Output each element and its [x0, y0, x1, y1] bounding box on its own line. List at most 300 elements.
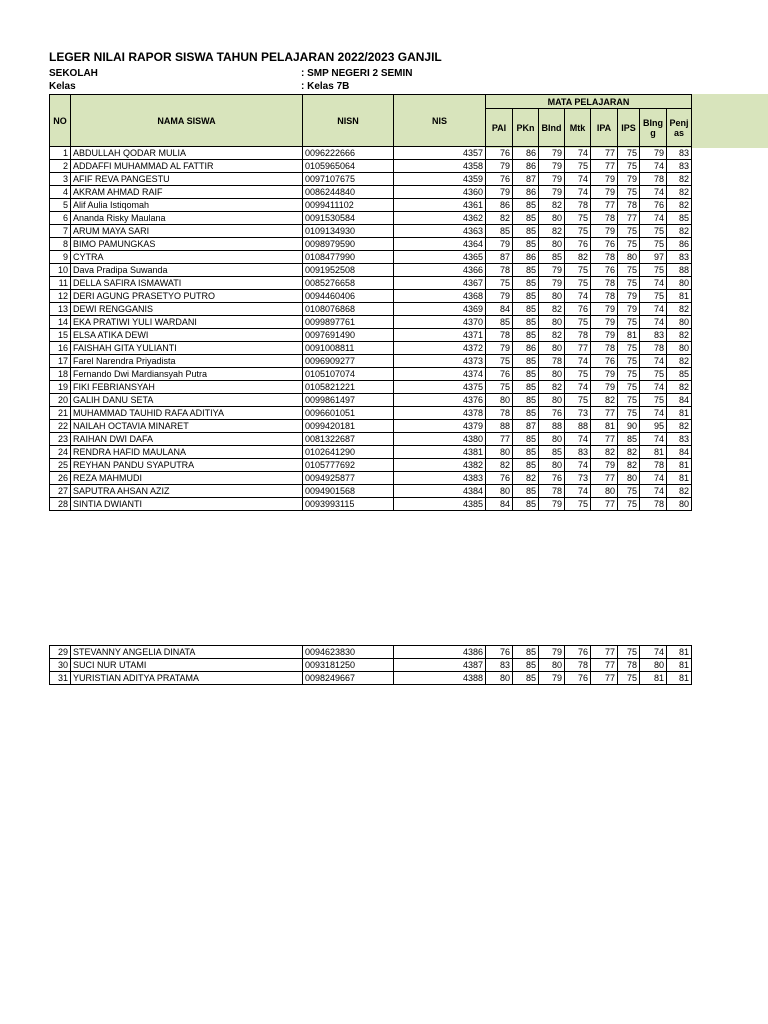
cell-grade: 77 — [591, 199, 618, 212]
cell-grade: 75 — [486, 381, 513, 394]
cell-grade: 80 — [539, 659, 565, 672]
header-no: NO — [50, 95, 71, 147]
cell-grade: 79 — [539, 672, 565, 685]
cell-grade: 74 — [640, 433, 667, 446]
cell-grade: 75 — [640, 264, 667, 277]
cell-grade: 87 — [513, 420, 539, 433]
cell-grade: 80 — [539, 342, 565, 355]
cell-grade: 79 — [486, 290, 513, 303]
cell-grade: 79 — [591, 381, 618, 394]
cell-grade: 81 — [667, 407, 692, 420]
cell-nisn: 0108477990 — [303, 251, 394, 264]
cell-grade: 76 — [565, 238, 591, 251]
cell-nisn: 0081322687 — [303, 433, 394, 446]
cell-grade: 85 — [513, 407, 539, 420]
cell-grade: 85 — [513, 303, 539, 316]
cell-grade: 75 — [640, 368, 667, 381]
cell-nisn: 0099411102 — [303, 199, 394, 212]
cell-grade: 74 — [565, 485, 591, 498]
cell-grade: 85 — [539, 446, 565, 459]
cell-grade: 88 — [565, 420, 591, 433]
cell-nisn: 0096222666 — [303, 147, 394, 160]
cell-grade: 78 — [591, 212, 618, 225]
cell-nis: 4372 — [394, 342, 486, 355]
cell-grade: 77 — [565, 342, 591, 355]
cell-grade: 81 — [667, 659, 692, 672]
table-row — [50, 277, 692, 290]
cell-nama: DEWI RENGGANIS — [71, 303, 303, 316]
cell-grade: 86 — [513, 147, 539, 160]
cell-grade: 74 — [640, 407, 667, 420]
cell-grade: 75 — [618, 316, 640, 329]
header-nis: NIS — [394, 95, 486, 147]
cell-grade: 79 — [539, 264, 565, 277]
cell-grade: 85 — [513, 264, 539, 277]
header-subject: PKn — [513, 109, 539, 147]
cell-nisn: 0105821221 — [303, 381, 394, 394]
cell-nama: EKA PRATIWI YULI WARDANI — [71, 316, 303, 329]
cell-grade: 78 — [565, 199, 591, 212]
header-subject: IPA — [591, 109, 618, 147]
cell-nisn: 0091008811 — [303, 342, 394, 355]
cell-grade: 80 — [539, 212, 565, 225]
cell-grade: 84 — [667, 446, 692, 459]
cell-grade: 78 — [539, 355, 565, 368]
cell-nisn: 0093181250 — [303, 659, 394, 672]
table-row — [50, 238, 692, 251]
cell-nis: 4360 — [394, 186, 486, 199]
cell-grade: 80 — [591, 485, 618, 498]
cell-nis: 4359 — [394, 173, 486, 186]
cell-nisn: 0102641290 — [303, 446, 394, 459]
cell-nisn: 0096909277 — [303, 355, 394, 368]
cell-grade: 80 — [539, 290, 565, 303]
cell-grade: 75 — [640, 290, 667, 303]
cell-grade: 75 — [640, 394, 667, 407]
cell-grade: 79 — [591, 173, 618, 186]
cell-grade: 78 — [486, 264, 513, 277]
cell-nis: 4358 — [394, 160, 486, 173]
cell-grade: 79 — [591, 303, 618, 316]
cell-grade: 79 — [539, 646, 565, 659]
cell-grade: 85 — [513, 290, 539, 303]
cell-nis: 4388 — [394, 672, 486, 685]
cell-grade: 85 — [513, 659, 539, 672]
cell-nisn: 0097107675 — [303, 173, 394, 186]
cell-grade: 77 — [618, 212, 640, 225]
table-row — [50, 160, 692, 173]
cell-no: 13 — [50, 303, 71, 316]
cell-grade: 78 — [640, 173, 667, 186]
cell-grade: 85 — [513, 394, 539, 407]
cell-no: 23 — [50, 433, 71, 446]
cell-no: 24 — [50, 446, 71, 459]
table-row — [50, 251, 692, 264]
cell-grade: 82 — [539, 329, 565, 342]
cell-grade: 77 — [591, 147, 618, 160]
cell-nama: STEVANNY ANGELIA DINATA — [71, 646, 303, 659]
cell-grade: 78 — [618, 199, 640, 212]
cell-grade: 79 — [539, 173, 565, 186]
cell-grade: 80 — [618, 251, 640, 264]
cell-no: 14 — [50, 316, 71, 329]
cell-grade: 87 — [513, 173, 539, 186]
cell-grade: 79 — [591, 186, 618, 199]
cell-nisn: 0094623830 — [303, 646, 394, 659]
cell-grade: 85 — [486, 225, 513, 238]
document-title: LEGER NILAI RAPOR SISWA TAHUN PELAJARAN 2022/2023 GANJIL — [49, 50, 442, 64]
class-value: : Kelas 7B — [301, 81, 350, 92]
cell-grade: 80 — [486, 672, 513, 685]
cell-nisn: 0105777692 — [303, 459, 394, 472]
cell-no: 17 — [50, 355, 71, 368]
cell-grade: 74 — [565, 147, 591, 160]
table-row — [50, 186, 692, 199]
cell-grade: 97 — [640, 251, 667, 264]
cell-grade: 78 — [486, 407, 513, 420]
cell-nis: 4384 — [394, 485, 486, 498]
cell-grade: 82 — [667, 355, 692, 368]
table-row — [50, 368, 692, 381]
cell-grade: 86 — [513, 251, 539, 264]
cell-grade: 85 — [513, 212, 539, 225]
cell-grade: 85 — [513, 646, 539, 659]
cell-nis: 4367 — [394, 277, 486, 290]
cell-grade: 85 — [513, 277, 539, 290]
table-row — [50, 173, 692, 186]
cell-grade: 75 — [618, 186, 640, 199]
cell-grade: 79 — [539, 277, 565, 290]
cell-no: 31 — [50, 672, 71, 685]
cell-grade: 74 — [565, 290, 591, 303]
cell-nis: 4385 — [394, 498, 486, 511]
cell-nisn: 0099420181 — [303, 420, 394, 433]
cell-grade: 86 — [486, 199, 513, 212]
cell-grade: 78 — [591, 251, 618, 264]
cell-nis: 4386 — [394, 646, 486, 659]
cell-grade: 80 — [539, 316, 565, 329]
cell-grade: 78 — [486, 329, 513, 342]
cell-no: 28 — [50, 498, 71, 511]
cell-grade: 85 — [667, 212, 692, 225]
cell-grade: 81 — [618, 329, 640, 342]
cell-grade: 78 — [640, 498, 667, 511]
cell-grade: 80 — [539, 238, 565, 251]
cell-grade: 75 — [565, 394, 591, 407]
cell-nis: 4368 — [394, 290, 486, 303]
cell-grade: 82 — [667, 225, 692, 238]
cell-grade: 76 — [486, 147, 513, 160]
cell-nama: MUHAMMAD TAUHID RAFA ADITIYA — [71, 407, 303, 420]
cell-grade: 79 — [640, 147, 667, 160]
cell-grade: 77 — [591, 646, 618, 659]
cell-nama: RENDRA HAFID MAULANA — [71, 446, 303, 459]
class-row — [49, 81, 350, 92]
cell-grade: 77 — [591, 498, 618, 511]
cell-nis: 4376 — [394, 394, 486, 407]
cell-nisn: 0109134930 — [303, 225, 394, 238]
cell-grade: 78 — [591, 290, 618, 303]
table-row — [50, 646, 692, 659]
cell-no: 11 — [50, 277, 71, 290]
table-row — [50, 446, 692, 459]
cell-grade: 87 — [486, 251, 513, 264]
cell-grade: 86 — [667, 238, 692, 251]
cell-grade: 75 — [618, 147, 640, 160]
cell-no: 4 — [50, 186, 71, 199]
cell-nama: FAISHAH GITA YULIANTI — [71, 342, 303, 355]
cell-grade: 79 — [486, 160, 513, 173]
cell-grade: 81 — [667, 672, 692, 685]
cell-grade: 75 — [565, 368, 591, 381]
cell-grade: 82 — [667, 173, 692, 186]
cell-grade: 85 — [513, 316, 539, 329]
cell-grade: 78 — [565, 329, 591, 342]
cell-grade: 74 — [640, 160, 667, 173]
cell-grade: 75 — [486, 355, 513, 368]
cell-grade: 85 — [513, 459, 539, 472]
cell-grade: 74 — [640, 212, 667, 225]
cell-nisn: 0099897761 — [303, 316, 394, 329]
cell-grade: 78 — [640, 342, 667, 355]
cell-nama: SAPUTRA AHSAN AZIZ — [71, 485, 303, 498]
cell-grade: 83 — [565, 446, 591, 459]
cell-grade: 82 — [667, 381, 692, 394]
cell-no: 21 — [50, 407, 71, 420]
cell-grade: 79 — [591, 316, 618, 329]
cell-grade: 74 — [565, 433, 591, 446]
cell-nama: REZA MAHMUDI — [71, 472, 303, 485]
cell-nama: FIKI FEBRIANSYAH — [71, 381, 303, 394]
cell-grade: 76 — [640, 199, 667, 212]
cell-grade: 77 — [591, 672, 618, 685]
cell-no: 6 — [50, 212, 71, 225]
cell-grade: 79 — [591, 459, 618, 472]
cell-grade: 76 — [486, 646, 513, 659]
cell-grade: 76 — [591, 238, 618, 251]
cell-nama: SUCI NUR UTAMI — [71, 659, 303, 672]
school-row — [49, 68, 413, 79]
cell-nis: 4381 — [394, 446, 486, 459]
cell-grade: 86 — [513, 160, 539, 173]
cell-grade: 80 — [640, 659, 667, 672]
cell-grade: 75 — [565, 264, 591, 277]
table-row — [50, 420, 692, 433]
cell-grade: 75 — [618, 646, 640, 659]
cell-nisn: 0086244840 — [303, 186, 394, 199]
cell-nisn: 0097691490 — [303, 329, 394, 342]
cell-grade: 75 — [565, 277, 591, 290]
cell-grade: 74 — [640, 277, 667, 290]
cell-grade: 79 — [618, 303, 640, 316]
cell-nisn: 0093993115 — [303, 498, 394, 511]
cell-no: 12 — [50, 290, 71, 303]
header-subject: Mtk — [565, 109, 591, 147]
cell-grade: 81 — [640, 446, 667, 459]
cell-grade: 82 — [618, 446, 640, 459]
cell-grade: 82 — [667, 329, 692, 342]
cell-no: 8 — [50, 238, 71, 251]
cell-grade: 73 — [565, 472, 591, 485]
cell-nis: 4387 — [394, 659, 486, 672]
cell-no: 7 — [50, 225, 71, 238]
table-row — [50, 264, 692, 277]
cell-grade: 76 — [486, 368, 513, 381]
cell-grade: 80 — [486, 394, 513, 407]
cell-no: 9 — [50, 251, 71, 264]
table-row — [50, 199, 692, 212]
cell-grade: 85 — [513, 485, 539, 498]
cell-nisn: 0098249667 — [303, 672, 394, 685]
table-row — [50, 212, 692, 225]
cell-grade: 85 — [513, 368, 539, 381]
cell-nis: 4357 — [394, 147, 486, 160]
school-label: SEKOLAH — [49, 68, 98, 79]
cell-grade: 85 — [539, 251, 565, 264]
cell-nama: Farel Narendra Priyadista — [71, 355, 303, 368]
cell-grade: 80 — [667, 316, 692, 329]
cell-grade: 75 — [640, 225, 667, 238]
cell-nis: 4383 — [394, 472, 486, 485]
cell-nis: 4369 — [394, 303, 486, 316]
grades-table — [49, 94, 692, 511]
school-value: : SMP NEGERI 2 SEMIN — [301, 68, 413, 79]
cell-grade: 77 — [591, 659, 618, 672]
cell-grade: 75 — [618, 355, 640, 368]
cell-nama: NAILAH OCTAVIA MINARET — [71, 420, 303, 433]
cell-grade: 75 — [618, 394, 640, 407]
cell-grade: 85 — [513, 238, 539, 251]
cell-grade: 76 — [565, 672, 591, 685]
cell-grade: 82 — [667, 199, 692, 212]
cell-grade: 84 — [667, 394, 692, 407]
cell-no: 1 — [50, 147, 71, 160]
cell-grade: 75 — [618, 160, 640, 173]
cell-grade: 81 — [640, 672, 667, 685]
cell-nisn: 0094925877 — [303, 472, 394, 485]
cell-grade: 75 — [618, 264, 640, 277]
cell-nama: DELLA SAFIRA ISMAWATI — [71, 277, 303, 290]
cell-grade: 79 — [539, 147, 565, 160]
cell-grade: 85 — [513, 446, 539, 459]
cell-grade: 81 — [667, 459, 692, 472]
cell-grade: 75 — [618, 672, 640, 685]
cell-grade: 79 — [591, 368, 618, 381]
cell-grade: 79 — [486, 186, 513, 199]
cell-grade: 75 — [618, 368, 640, 381]
cell-grade: 78 — [591, 277, 618, 290]
header-mata-pelajaran: MATA PELAJARAN — [486, 95, 692, 109]
cell-grade: 84 — [486, 303, 513, 316]
cell-grade: 76 — [591, 264, 618, 277]
cell-grade: 80 — [539, 394, 565, 407]
cell-grade: 75 — [486, 277, 513, 290]
cell-no: 20 — [50, 394, 71, 407]
cell-grade: 74 — [640, 316, 667, 329]
cell-grade: 95 — [640, 420, 667, 433]
cell-nis: 4366 — [394, 264, 486, 277]
cell-nisn: 0098979590 — [303, 238, 394, 251]
cell-nis: 4375 — [394, 381, 486, 394]
cell-no: 5 — [50, 199, 71, 212]
cell-grade: 76 — [565, 303, 591, 316]
cell-grade: 80 — [486, 446, 513, 459]
cell-grade: 75 — [640, 238, 667, 251]
cell-no: 26 — [50, 472, 71, 485]
table-row — [50, 316, 692, 329]
cell-grade: 79 — [486, 238, 513, 251]
cell-nama: SINTIA DWIANTI — [71, 498, 303, 511]
cell-grade: 77 — [591, 160, 618, 173]
cell-grade: 88 — [539, 420, 565, 433]
cell-grade: 85 — [513, 355, 539, 368]
cell-grade: 79 — [539, 498, 565, 511]
cell-nis: 4379 — [394, 420, 486, 433]
table-row — [50, 407, 692, 420]
table-row — [50, 329, 692, 342]
cell-grade: 74 — [640, 485, 667, 498]
header-subject: Penjas — [667, 109, 692, 147]
cell-grade: 88 — [667, 264, 692, 277]
cell-grade: 79 — [486, 342, 513, 355]
cell-grade: 83 — [667, 147, 692, 160]
cell-grade: 78 — [640, 459, 667, 472]
cell-grade: 82 — [486, 459, 513, 472]
cell-no: 25 — [50, 459, 71, 472]
cell-grade: 80 — [667, 342, 692, 355]
cell-nama: DERI AGUNG PRASETYO PUTRO — [71, 290, 303, 303]
cell-grade: 78 — [618, 659, 640, 672]
cell-grade: 76 — [565, 646, 591, 659]
cell-grade: 75 — [565, 316, 591, 329]
cell-nis: 4374 — [394, 368, 486, 381]
cell-grade: 74 — [565, 186, 591, 199]
cell-nama: Ananda Risky Maulana — [71, 212, 303, 225]
cell-grade: 80 — [539, 433, 565, 446]
cell-grade: 86 — [513, 186, 539, 199]
header-subject: BIngg — [640, 109, 667, 147]
cell-grade: 80 — [539, 368, 565, 381]
cell-grade: 82 — [667, 485, 692, 498]
cell-grade: 74 — [565, 355, 591, 368]
cell-nisn: 0085276658 — [303, 277, 394, 290]
cell-nis: 4371 — [394, 329, 486, 342]
cell-grade: 80 — [539, 459, 565, 472]
cell-grade: 82 — [667, 186, 692, 199]
cell-nama: AFIF REVA PANGESTU — [71, 173, 303, 186]
cell-grade: 75 — [618, 342, 640, 355]
cell-no: 29 — [50, 646, 71, 659]
cell-no: 2 — [50, 160, 71, 173]
cell-grade: 76 — [539, 407, 565, 420]
cell-grade: 74 — [640, 646, 667, 659]
table-row — [50, 355, 692, 368]
cell-grade: 77 — [591, 433, 618, 446]
cell-grade: 75 — [618, 381, 640, 394]
class-label: Kelas — [49, 81, 76, 92]
cell-grade: 82 — [565, 251, 591, 264]
cell-grade: 83 — [640, 329, 667, 342]
cell-grade: 76 — [486, 173, 513, 186]
cell-grade: 85 — [667, 368, 692, 381]
cell-nama: ELSA ATIKA DEWI — [71, 329, 303, 342]
cell-no: 30 — [50, 659, 71, 672]
cell-grade: 83 — [667, 160, 692, 173]
table-row — [50, 659, 692, 672]
cell-grade: 80 — [667, 498, 692, 511]
header-nama: NAMA SISWA — [71, 95, 303, 147]
cell-nama: ARUM MAYA SARI — [71, 225, 303, 238]
